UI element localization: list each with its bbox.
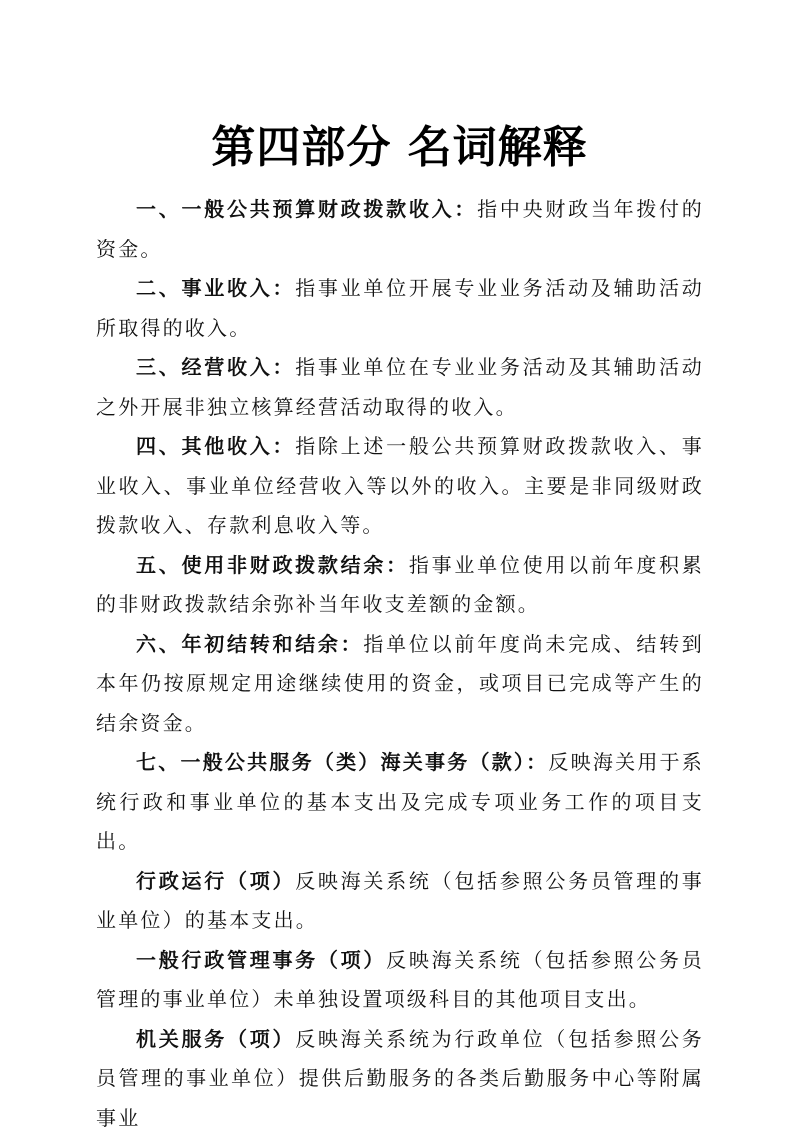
term-label: 二、事业收入： — [136, 276, 295, 300]
paragraph-other-revenue — [96, 427, 704, 546]
paragraph-business-revenue — [96, 269, 704, 348]
paragraph-general-administration — [96, 941, 704, 1020]
term-definition: 指单位以前年度尚未完成、结转到本年仍按原规定用途继续使用的资金，或项目已完成等产生的结余资金。 — [96, 632, 704, 735]
term-definition: 指除上述一般公共预算财政拨款收入、事业收入、事业单位经营收入等以外的收入。主要是非同级财政拨款收入、存款利息收入等。 — [96, 434, 704, 537]
paragraph-general-budget-revenue — [96, 190, 704, 269]
term-label: 七、一般公共服务（类）海关事务（款）： — [136, 750, 548, 774]
term-label: 六、年初结转和结余： — [136, 632, 363, 656]
paragraph-operating-revenue — [96, 348, 704, 427]
paragraph-customs-affairs — [96, 743, 704, 862]
term-label: 三、经营收入： — [136, 355, 295, 379]
term-definition: 指中央财政当年拨付的资金。 — [96, 197, 704, 261]
document-title: 第四部分 名词解释 — [0, 118, 799, 178]
term-definition: 指事业单位开展专业业务活动及辅助活动所取得的收入。 — [96, 276, 704, 340]
paragraph-carryover-balance — [96, 625, 704, 744]
term-label: 一般行政管理事务（项） — [136, 948, 386, 972]
term-definition: 反映海关系统为行政单位（包括参照公务员管理的事业单位）提供后勤服务的各类后勤服务中心等附属事业 — [96, 1027, 704, 1130]
document-body — [96, 190, 704, 1138]
paragraph-administrative-operation — [96, 862, 704, 941]
term-definition: 指事业单位使用以前年度积累的非财政拨款结余弥补当年收支差额的金额。 — [96, 553, 704, 617]
term-label: 四、其他收入： — [136, 434, 295, 458]
term-label: 一、一般公共预算财政拨款收入： — [136, 197, 477, 221]
term-definition: 指事业单位在专业业务活动及其辅助活动之外开展非独立核算经营活动取得的收入。 — [96, 355, 704, 419]
term-definition: 反映海关用于系统行政和事业单位的基本支出及完成专项业务工作的项目支出。 — [96, 750, 704, 853]
paragraph-agency-services — [96, 1020, 704, 1138]
term-label: 行政运行（项） — [136, 869, 295, 893]
paragraph-non-fiscal-balance — [96, 546, 704, 625]
term-definition: 反映海关系统（包括参照公务员管理的事业单位）未单独设置项级科目的其他项目支出。 — [96, 948, 704, 1012]
term-definition: 反映海关系统（包括参照公务员管理的事业单位）的基本支出。 — [96, 869, 704, 933]
term-label: 机关服务（项） — [136, 1027, 295, 1051]
term-label: 五、使用非财政拨款结余： — [136, 553, 409, 577]
